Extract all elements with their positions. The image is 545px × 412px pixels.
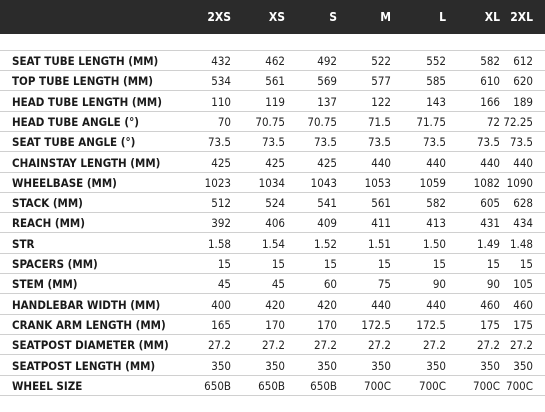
table-row (0, 254, 545, 274)
cell-xl: 350 (480, 358, 500, 373)
cell-2xs: 1.58 (207, 236, 231, 251)
cell-s: 15 (323, 257, 337, 271)
cell-s: 1.52 (313, 236, 337, 251)
cell-2xl: 27.2 (509, 338, 533, 353)
table-row (0, 356, 545, 376)
cell-2xs: 400 (211, 297, 231, 312)
row-label: SPACERS (MM) (12, 257, 98, 271)
row-label: REACH (MM) (12, 216, 85, 231)
cell-l: 700C (419, 378, 446, 393)
cell-s: 420 (317, 297, 337, 312)
cell-s: 60 (323, 277, 337, 292)
table-row (0, 376, 545, 396)
cell-2xl: 105 (513, 277, 533, 292)
cell-xs: 425 (265, 155, 285, 170)
cell-2xs: 45 (217, 277, 231, 292)
table-row (0, 173, 545, 193)
table-row (0, 315, 545, 335)
cell-l: 172.5 (416, 317, 446, 332)
row-label: SEAT TUBE ANGLE (°) (12, 135, 136, 150)
table-row (0, 274, 545, 294)
cell-s: 569 (317, 74, 337, 89)
cell-m: 122 (371, 94, 391, 109)
row-label: SEATPOST LENGTH (MM) (12, 358, 156, 373)
cell-s: 492 (317, 54, 337, 68)
column-header-xs: XS (268, 10, 285, 24)
cell-m: 75 (377, 277, 391, 292)
cell-2xl: 189 (513, 94, 533, 109)
cell-2xl: 628 (513, 196, 533, 211)
cell-xs: 561 (265, 74, 285, 89)
cell-m: 15 (377, 257, 391, 271)
row-label: HEAD TUBE LENGTH (MM) (12, 94, 162, 109)
cell-2xl: 440 (513, 155, 533, 170)
cell-2xs: 534 (211, 74, 231, 89)
cell-xl: 460 (480, 297, 500, 312)
table-header (0, 0, 545, 34)
cell-2xs: 350 (211, 358, 231, 373)
cell-l: 1059 (419, 175, 446, 190)
cell-2xl: 700C (506, 378, 533, 393)
table-row (0, 51, 545, 71)
cell-xl: 610 (480, 74, 500, 89)
cell-2xs: 73.5 (207, 135, 231, 150)
row-label: STR (12, 236, 35, 251)
cell-xs: 1034 (258, 175, 285, 190)
column-header-xl: XL (484, 10, 500, 24)
cell-xs: 27.2 (261, 338, 285, 353)
cell-s: 350 (317, 358, 337, 373)
cell-l: 350 (426, 358, 446, 373)
cell-2xl: 1.48 (509, 236, 533, 251)
cell-m: 350 (371, 358, 391, 373)
row-label: CHAINSTAY LENGTH (MM) (12, 155, 161, 170)
cell-s: 27.2 (313, 338, 337, 353)
cell-xs: 70.75 (255, 114, 285, 129)
cell-2xl: 73.5 (509, 135, 533, 150)
table-row (0, 213, 545, 233)
cell-xs: 650B (258, 378, 285, 393)
cell-2xl: 1090 (506, 175, 533, 190)
cell-2xs: 27.2 (207, 338, 231, 353)
cell-2xs: 110 (211, 94, 231, 109)
cell-l: 27.2 (422, 338, 446, 353)
cell-xs: 119 (265, 94, 285, 109)
cell-m: 700C (364, 378, 391, 393)
cell-l: 73.5 (422, 135, 446, 150)
column-header-s: S (329, 10, 337, 24)
cell-xs: 420 (265, 297, 285, 312)
cell-2xl: 460 (513, 297, 533, 312)
cell-m: 440 (371, 155, 391, 170)
cell-2xl: 175 (513, 317, 533, 332)
cell-s: 409 (317, 216, 337, 231)
cell-xl: 440 (480, 155, 500, 170)
cell-s: 137 (317, 94, 337, 109)
column-header-l: L (439, 10, 446, 24)
cell-2xl: 350 (513, 358, 533, 373)
cell-xs: 170 (265, 317, 285, 332)
table-row (0, 132, 545, 152)
cell-2xl: 15 (519, 257, 533, 271)
row-label: TOP TUBE LENGTH (MM) (12, 74, 154, 89)
cell-l: 585 (426, 74, 446, 89)
cell-xl: 431 (480, 216, 500, 231)
cell-xl: 700C (473, 378, 500, 393)
cell-l: 1.50 (422, 236, 446, 251)
cell-2xl: 620 (513, 74, 533, 89)
cell-2xl: 612 (513, 54, 533, 68)
table-row (0, 153, 545, 173)
cell-xl: 166 (480, 94, 500, 109)
cell-xs: 406 (265, 216, 285, 231)
cell-2xs: 512 (211, 196, 231, 211)
table-row (0, 335, 545, 355)
cell-xs: 73.5 (261, 135, 285, 150)
cell-xl: 15 (486, 257, 500, 271)
row-label: WHEEL SIZE (12, 378, 83, 393)
header-spacer (0, 34, 545, 51)
cell-s: 650B (310, 378, 337, 393)
row-label: SEATPOST DIAMETER (MM) (12, 338, 169, 353)
cell-m: 73.5 (367, 135, 391, 150)
cell-l: 440 (426, 155, 446, 170)
row-label: STEM (MM) (12, 277, 78, 292)
cell-m: 411 (371, 216, 391, 231)
table-row (0, 71, 545, 91)
cell-s: 425 (317, 155, 337, 170)
cell-m: 1053 (364, 175, 391, 190)
cell-xl: 90 (486, 277, 500, 292)
cell-m: 561 (371, 196, 391, 211)
cell-l: 71.75 (416, 114, 446, 129)
row-label: SEAT TUBE LENGTH (MM) (12, 54, 159, 68)
cell-xs: 350 (265, 358, 285, 373)
cell-m: 172.5 (361, 317, 391, 332)
cell-l: 440 (426, 297, 446, 312)
row-label: CRANK ARM LENGTH (MM) (12, 317, 166, 332)
cell-l: 15 (432, 257, 446, 271)
cell-2xs: 650B (204, 378, 231, 393)
row-label: HANDLEBAR WIDTH (MM) (12, 297, 161, 312)
cell-xl: 605 (480, 196, 500, 211)
column-header-2xl: 2XL (510, 10, 533, 24)
cell-xl: 73.5 (476, 135, 500, 150)
cell-m: 577 (371, 74, 391, 89)
table-row (0, 295, 545, 315)
cell-l: 413 (426, 216, 446, 231)
row-label: STACK (MM) (12, 196, 83, 211)
cell-2xl: 434 (513, 216, 533, 231)
cell-m: 440 (371, 297, 391, 312)
table-row (0, 193, 545, 213)
cell-l: 552 (426, 54, 446, 68)
cell-s: 1043 (310, 175, 337, 190)
table-row (0, 234, 545, 254)
cell-xl: 27.2 (476, 338, 500, 353)
cell-xl: 1.49 (476, 236, 500, 251)
cell-xl: 582 (480, 54, 500, 68)
cell-2xs: 15 (217, 257, 231, 271)
cell-s: 70.75 (307, 114, 337, 129)
column-header-2xs: 2XS (207, 10, 231, 24)
cell-2xs: 425 (211, 155, 231, 170)
cell-2xs: 165 (211, 317, 231, 332)
cell-2xs: 70 (217, 114, 231, 129)
cell-s: 541 (317, 196, 337, 211)
cell-2xs: 1023 (204, 175, 231, 190)
cell-xl: 72 (486, 114, 500, 129)
cell-m: 1.51 (367, 236, 391, 251)
cell-m: 71.5 (367, 114, 391, 129)
cell-m: 27.2 (367, 338, 391, 353)
cell-l: 143 (426, 94, 446, 109)
cell-s: 73.5 (313, 135, 337, 150)
cell-xs: 1.54 (261, 236, 285, 251)
cell-xs: 45 (271, 277, 285, 292)
row-label: HEAD TUBE ANGLE (°) (12, 114, 139, 129)
table-row (0, 92, 545, 112)
cell-l: 582 (426, 196, 446, 211)
cell-2xl: 72.25 (503, 114, 533, 129)
row-label: WHEELBASE (MM) (12, 175, 117, 190)
cell-xs: 462 (265, 54, 285, 68)
cell-2xs: 392 (211, 216, 231, 231)
cell-xl: 1082 (473, 175, 500, 190)
cell-xs: 524 (265, 196, 285, 211)
cell-l: 90 (432, 277, 446, 292)
column-header-m: M (380, 10, 391, 24)
table-row (0, 112, 545, 132)
cell-xl: 175 (480, 317, 500, 332)
cell-2xs: 432 (211, 54, 231, 68)
cell-s: 170 (317, 317, 337, 332)
cell-m: 522 (371, 54, 391, 68)
cell-xs: 15 (271, 257, 285, 271)
